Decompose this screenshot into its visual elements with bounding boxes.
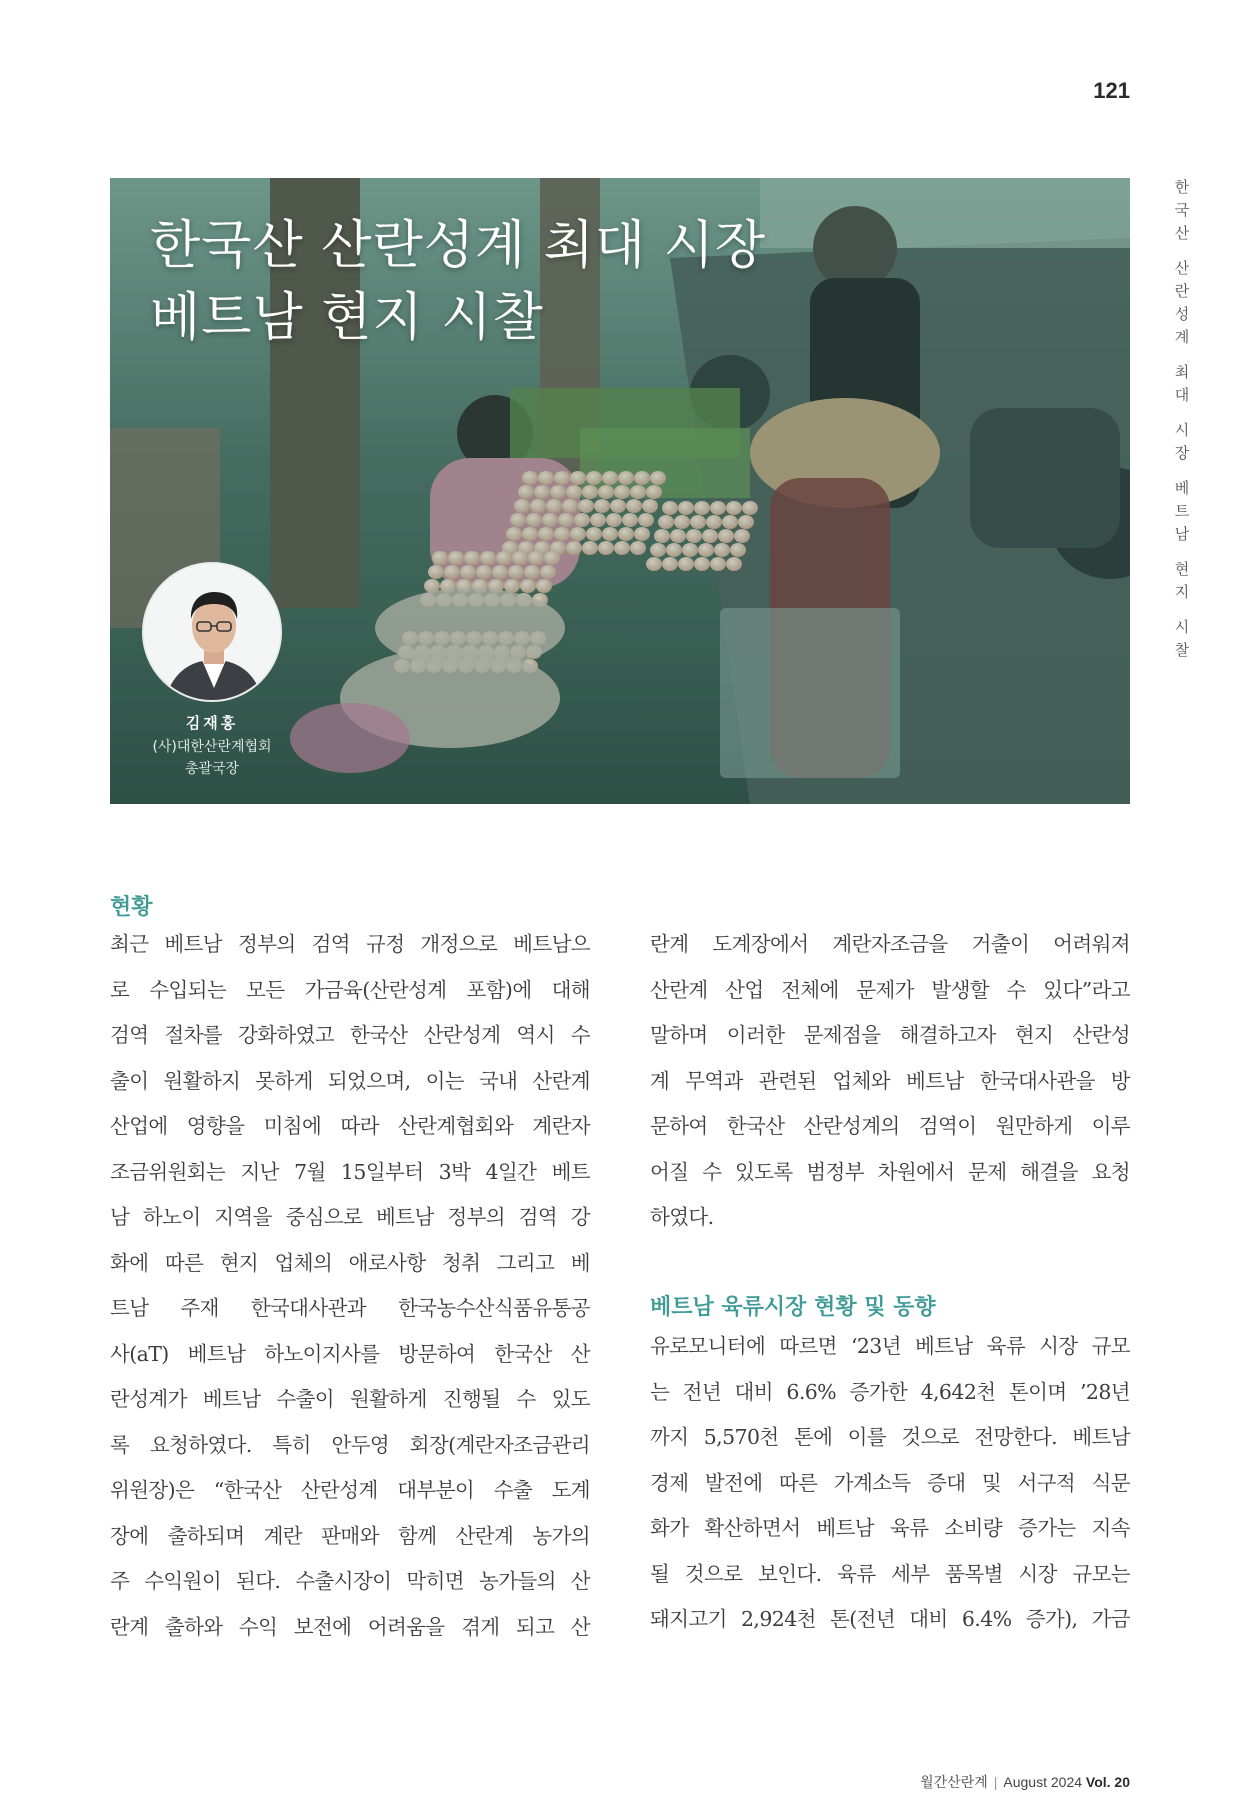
text-line: 계 무역과 관련된 업체와 베트남 한국대사관을 방 xyxy=(650,1068,1130,1093)
right-body-text-top xyxy=(650,922,1130,1241)
text-line: 란계 출하와 수익 보전에 어려움을 겪게 되고 산 xyxy=(110,1614,590,1639)
section-heading-current-status: 현황 xyxy=(110,895,153,920)
text-line: 트남 주재 한국대사관과 한국농수산식품유통공 xyxy=(110,1296,590,1320)
side-running-title xyxy=(1170,176,1194,662)
text-line: 될 것으로 보인다. 육류 세부 품목별 시장 규모는 xyxy=(650,1561,1130,1586)
text-line: 란계 도계장에서 계란자조금을 거출이 어려워져 xyxy=(650,932,1130,956)
text-line: 조금위원회는 지난 7월 15일부터 3박 4일간 베트 xyxy=(110,1159,590,1184)
text-line: 까지 5,570천 톤에 이를 것으로 전망한다. 베트남 xyxy=(650,1425,1130,1449)
side-title-char: 최 xyxy=(1174,363,1190,381)
text-line: 경제 발전에 따른 가계소득 증대 및 서구적 식문 xyxy=(650,1470,1130,1495)
text-line: 화에 따른 현지 업체의 애로사항 청취 그리고 베 xyxy=(110,1250,590,1275)
author-affiliation: (사)대한산란계협회 xyxy=(152,739,272,755)
author-position: 총괄국장 xyxy=(184,761,240,777)
author-name: 김재홍 xyxy=(185,714,239,732)
side-title-char: 현 xyxy=(1174,560,1190,578)
text-line: 하였다. xyxy=(650,1205,714,1229)
text-line: 는 전년 대비 6.6% 증가한 4,642천 톤이며 ’28년 xyxy=(650,1379,1130,1404)
text-line: 최근 베트남 정부의 검역 규정 개정으로 베트남으 xyxy=(110,932,590,956)
text-line: 화가 확산하면서 베트남 육류 소비량 증가는 지속 xyxy=(650,1516,1130,1540)
text-line: 어질 수 있도록 범정부 차원에서 문제 해결을 요청 xyxy=(650,1159,1130,1184)
side-title-char: 대 xyxy=(1174,386,1190,404)
text-line: 산란계 산업 전체에 문제가 발생할 수 있다”라고 xyxy=(650,977,1130,1002)
article-title-line-1: 한국산 산란성계 최대 시장 xyxy=(150,216,767,276)
text-line: 산업에 영향을 미침에 따라 산란계협회와 계란자 xyxy=(110,1114,590,1138)
text-line: 로 수입되는 모든 가금육(산란성계 포함)에 대해 xyxy=(110,977,590,1002)
right-body-text-bottom xyxy=(650,1324,1130,1643)
side-title-char: 베 xyxy=(1174,479,1190,497)
text-line: 말하며 이러한 문제점을 해결하고자 현지 산란성 xyxy=(650,1023,1130,1047)
text-line: 주 수익원이 된다. 수출시장이 막히면 농가들의 산 xyxy=(110,1569,590,1593)
side-title-char: 시 xyxy=(1174,421,1190,439)
author-avatar xyxy=(142,562,282,702)
side-title-char: 남 xyxy=(1174,525,1190,543)
side-title-char: 계 xyxy=(1174,328,1190,346)
side-title-char: 산 xyxy=(1174,259,1190,277)
text-line: 문하여 한국산 산란성계의 검역이 원만하게 이루 xyxy=(650,1114,1130,1138)
text-line: 남 하노이 지역을 중심으로 베트남 정부의 검역 강 xyxy=(110,1205,590,1229)
footer-issue: August 2024 xyxy=(1003,1774,1083,1790)
side-title-char: 국 xyxy=(1174,201,1190,219)
footer-magazine-name: 월간산란계 xyxy=(920,1774,988,1790)
text-line: 사(aT) 베트남 하노이지사를 방문하여 한국산 산 xyxy=(110,1341,590,1366)
text-line: 록 요청하였다. 특히 안두영 회장(계란자조금관리 xyxy=(110,1432,590,1457)
left-body-text xyxy=(110,922,590,1650)
hero-photo xyxy=(110,178,1130,804)
page-number: 121 xyxy=(1093,78,1130,103)
page-footer: 월간산란계 | August 2024 Vol. 20 xyxy=(920,1774,1130,1790)
side-title-char: 장 xyxy=(1174,444,1190,462)
text-line: 장에 출하되며 계란 판매와 함께 산란계 농가의 xyxy=(110,1523,590,1548)
text-line: 위원장)은 “한국산 산란성계 대부분이 수출 도계 xyxy=(110,1478,590,1502)
side-title-char: 란 xyxy=(1174,282,1190,300)
text-line: 란성계가 베트남 수출이 원활하게 진행될 수 있도 xyxy=(110,1387,590,1411)
side-title-char: 한 xyxy=(1174,178,1190,196)
text-line: 돼지고기 2,924천 톤(전년 대비 6.4% 증가), 가금 xyxy=(650,1607,1130,1631)
side-title-char: 찰 xyxy=(1174,641,1190,659)
side-title-char: 산 xyxy=(1174,224,1190,242)
text-line: 출이 원활하지 못하게 되었으며, 이는 국내 산란계 xyxy=(110,1068,590,1093)
side-title-char: 트 xyxy=(1174,502,1190,520)
side-title-char: 시 xyxy=(1174,618,1190,636)
text-line: 유로모니터에 따르면 ‘23년 베트남 육류 시장 규모 xyxy=(650,1334,1130,1358)
article-title xyxy=(150,210,766,354)
text-line: 검역 절차를 강화하였고 한국산 산란성계 역시 수 xyxy=(110,1023,590,1047)
article-title-line-2: 베트남 현지 시찰 xyxy=(150,288,544,348)
side-title-char: 성 xyxy=(1174,305,1190,323)
side-title-char: 지 xyxy=(1174,583,1190,601)
footer-volume: Vol. 20 xyxy=(1085,1774,1130,1790)
section-heading-vietnam-meat-market: 베트남 육류시장 현황 및 동향 xyxy=(650,1295,936,1320)
